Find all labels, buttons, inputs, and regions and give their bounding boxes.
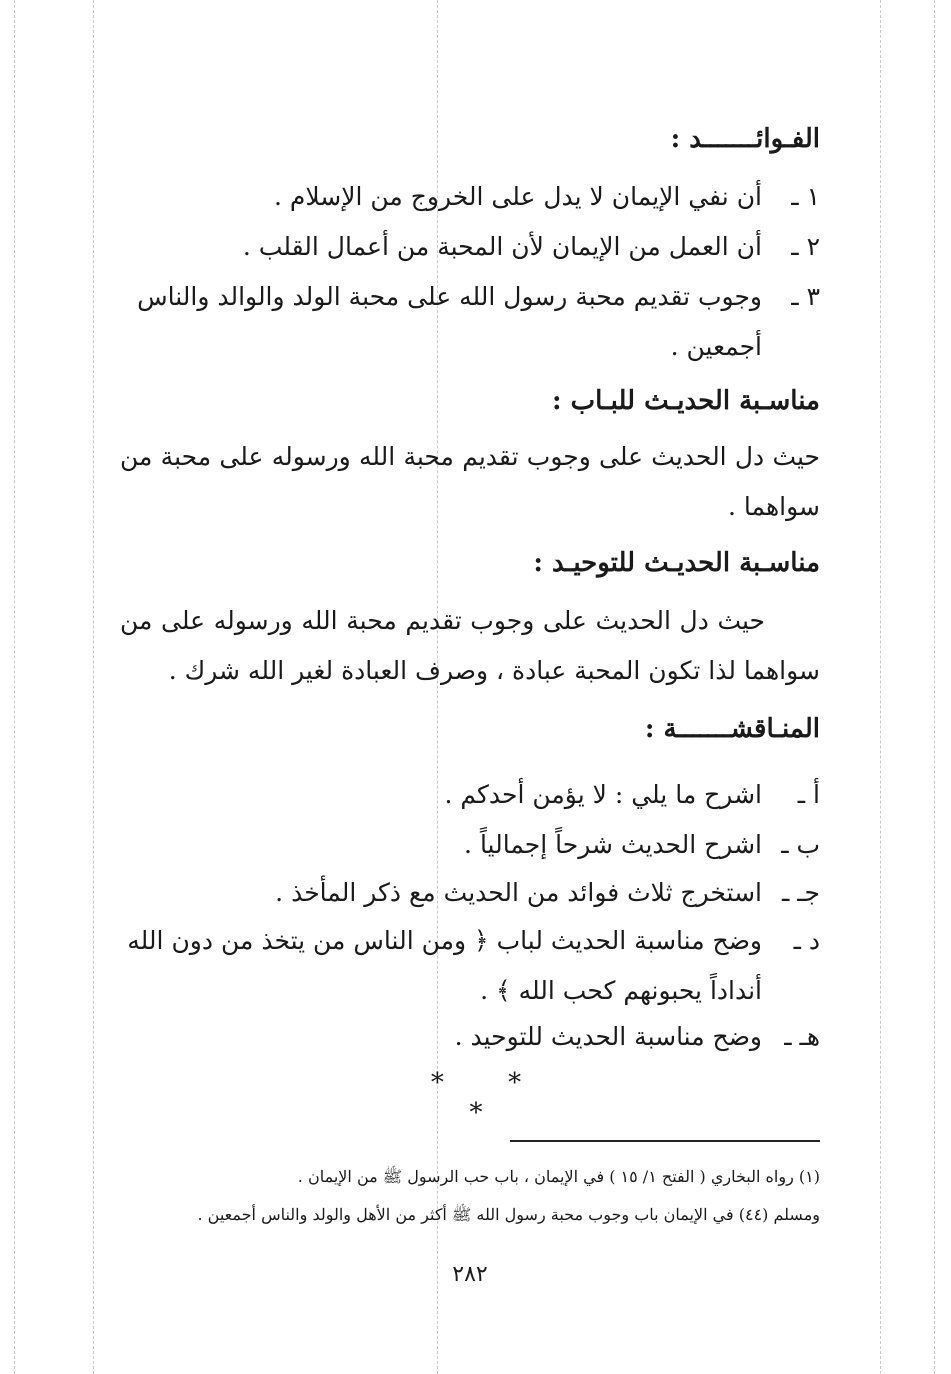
item-marker: أ ـ (797, 780, 820, 809)
item-marker: د ـ (793, 926, 820, 955)
discussion-heading: المنـاقشـــــــة : (644, 714, 820, 744)
item-marker: ٣ ـ (791, 282, 820, 311)
relevance-tawhid-heading: مناسـبة الحديـث للتوحيـد : (533, 548, 820, 578)
footnote-divider (510, 1140, 820, 1142)
footnote-line: (١) رواه البخاري ( الفتح ١/ ١٥ ) في الإيمان ، باب حب الرسول ﷺ من الإيمان . (297, 1167, 820, 1186)
relevance-chapter-heading: مناسـبة الحديـث للبـاب : (552, 386, 820, 416)
relevance-chapter-text: حيث دل الحديث على وجوب تقديم محبة الله ورسوله على محبة من سواهما . (120, 442, 820, 521)
item-marker: هـ ـ (784, 1022, 820, 1051)
item-marker: ب ـ (781, 830, 820, 859)
item-text: اشرح ما يلي : لا يؤمن أحدكم . (444, 780, 762, 809)
item-text: وضح مناسبة الحديث لباب ﴿ ومن الناس من يتخذ من دون الله أنداداً يحبونهم كحب الله ﴾ . (127, 926, 762, 1005)
item-text: اشرح الحديث شرحاً إجمالياً . (464, 830, 762, 859)
relevance-tawhid-text: حيث دل الحديث على وجوب تقديم محبة الله ورسوله على من سواهما لذا تكون المحبة عبادة ، وصرف العبادة لغير الله شرك . (120, 606, 820, 685)
item-marker: جـ ـ (781, 878, 820, 907)
page-number: ٢٨٢ (452, 1262, 488, 1287)
item-text: استخرج ثلاث فوائد من الحديث مع ذكر المأخذ . (275, 878, 762, 907)
footnote-line: ومسلم (٤٤) في الإيمان باب وجوب محبة رسول الله ﷺ أكثر من الأهل والولد والناس أجمعين . (197, 1205, 820, 1224)
item-marker: ١ ـ (791, 182, 820, 211)
item-text: أن نفي الإيمان لا يدل على الخروج من الإسلام . (273, 182, 762, 211)
benefits-heading: الفـوائـــــــد : (670, 124, 820, 154)
item-text: وجوب تقديم محبة رسول الله على محبة الولد والوالد والناس أجمعين . (137, 282, 762, 361)
item-marker: ٢ ـ (791, 232, 820, 261)
item-text: وضح مناسبة الحديث للتوحيد . (454, 1022, 762, 1051)
scan-guide-line (93, 0, 94, 1374)
section-separator: * * * (430, 1068, 550, 1128)
scan-guide-line (14, 0, 15, 1374)
scan-guide-line (880, 0, 881, 1374)
item-text: أن العمل من الإيمان لأن المحبة من أعمال القلب . (242, 232, 762, 261)
scan-guide-line (934, 0, 935, 1374)
